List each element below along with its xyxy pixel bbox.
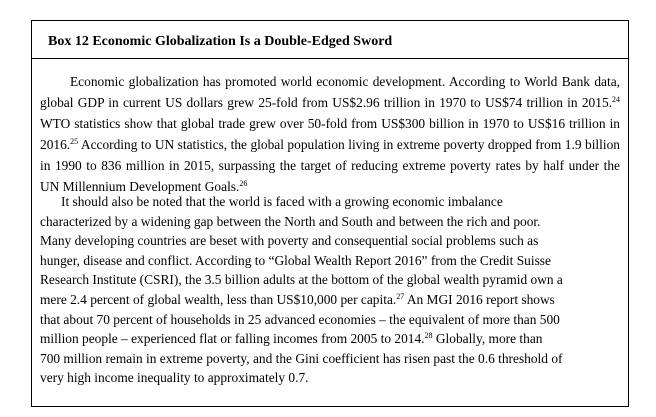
p1-line-6: target of reducing extreme poverty rates by half under the UN Millennium Development Goals. [40,158,620,194]
p2-line-6b: An MGI 2016 report shows [404,291,555,307]
paragraph-2 [40,192,620,388]
box-header [32,21,628,59]
box-title: Box 12 Economic Globalization Is a Double-Edged Sword [48,34,393,49]
p2-line-9: 700 million remain in extreme poverty, and the Gini coefficient has risen past the 0.6 threshold of [40,350,563,366]
p1-line-2: Bank data, global GDP in current US dollars grew 25-fold from US$2.96 trillion in 1970 to [40,74,620,110]
p2-line-6: mere 2.4 percent of global wealth, less than US$10,000 per capita. [40,291,397,307]
footnote-27: 27 [396,291,405,301]
p1-line-1: Economic globalization has promoted world economic development. According to World [70,74,558,89]
p2-line-3: Many developing countries are beset with poverty and consequential social problems such as [40,233,539,249]
p1-line-3: US$74 trillion in 2015. [484,95,612,110]
p2-line-8-wrap [40,329,620,349]
p2-line-4: hunger, disease and conflict. According to “Global Wealth Report 2016” from the Credit Suisse [40,252,551,268]
footnote-25: 25 [70,137,79,146]
footnote-28: 28 [424,331,433,341]
p2-line-8: million people – experienced flat or falling incomes from 2005 to 2014. [40,331,425,347]
p2-line-7: that about 70 percent of households in 25 advanced economies – the equivalent of more than 500 [40,311,560,327]
footnote-24: 24 [612,95,620,104]
p2-line-1: It should also be noted that the world is faced with a growing economic imbalance [61,194,503,209]
footnote-26: 26 [239,179,248,188]
text-box [31,20,629,407]
paragraph-1 [40,71,620,197]
p2-line-8b: Globally, more than [432,331,543,347]
p2-line-5: Research Institute (CSRI), the 3.5 billion adults at the bottom of the global wealth pyramid own a [40,272,563,288]
p2-line-2: characterized by a widening gap between the North and South and between the rich and poor. [40,213,541,229]
p1-line-3b: WTO statistics show that global trade grew over 50-fold from US$300 [40,116,426,131]
p1-line-5: living in extreme poverty dropped from 1.9 billion in 1990 to 836 million in 2015, surpassing the [40,137,620,173]
p2-line-6-wrap [40,290,620,310]
p1-line-4: billion in 1970 to US$16 trillion in 2016. [40,116,620,152]
p2-line-10: very high income inequality to approximately 0.7. [40,370,309,386]
p1-line-4b: According to UN statistics, the global population [78,137,345,152]
